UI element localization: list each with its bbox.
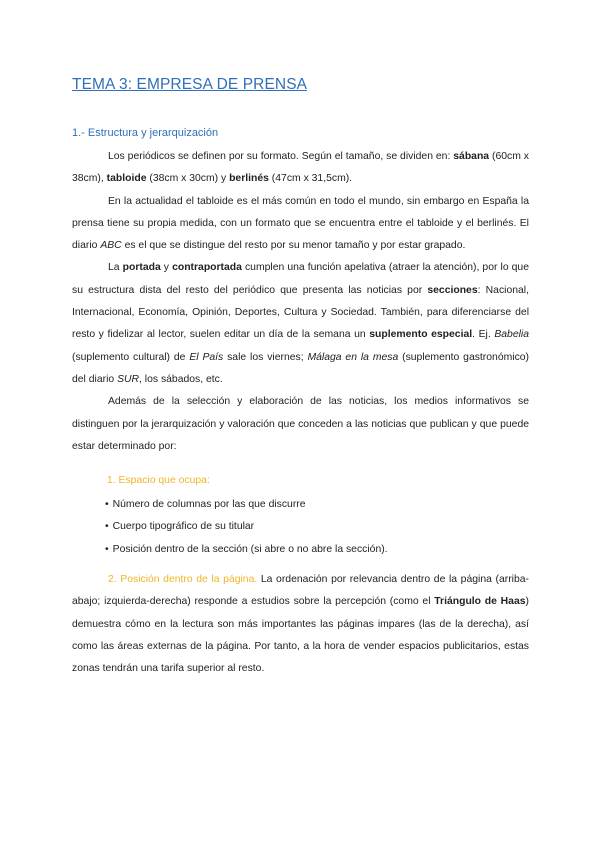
text-run: ) demuestra cómo en la lectura son más importantes las páginas impares (las de la derecha), así como las áreas externas de la página. Por tanto, a la hora de vender espacios publicitarios, estas zonas tendrán una tarifa superior al resto. xyxy=(72,596,529,675)
italic-abc: ABC xyxy=(100,240,122,252)
bold-term-contraportada: contraportada xyxy=(172,262,242,274)
bold-term-triangulo-de-haas: Triángulo de Haas xyxy=(434,596,526,608)
italic-malaga-en-la-mesa: Málaga en la mesa xyxy=(307,351,399,363)
text-run: (suplemento cultural) de xyxy=(72,351,190,363)
text-run: La ordenación por relevancia dentro de la página (arriba-abajo; izquierda-derecha) responde a estudios sobre la percepción (como el xyxy=(72,574,529,608)
paragraph-portada xyxy=(72,257,529,391)
text-run: (suplemento gastronómico) del diario xyxy=(72,351,529,385)
bold-term-berlines: berlinés xyxy=(229,173,269,185)
list-item xyxy=(105,539,388,561)
text-run: En la actualidad el tabloide es el más común en todo el mundo, sin embargo en España la prensa tiene su propia medida, con un formato que se encuentra entre el tabloide y el berlinés. El diario xyxy=(72,195,529,252)
bullet-icon: • xyxy=(105,499,109,510)
text-run: Los periódicos se definen por su formato. Según el tamaño, se dividen en: xyxy=(108,151,454,162)
text-run: es el que se distingue del resto por su menor tamaño y por estar grapado. xyxy=(121,240,466,252)
bold-term-secciones: secciones xyxy=(427,284,478,296)
bullet-icon: • xyxy=(105,521,109,533)
document-title: TEMA 3: EMPRESA DE PRENSA xyxy=(72,76,308,93)
bullet-list xyxy=(105,494,388,561)
text-run: La xyxy=(108,262,123,274)
italic-sur: SUR xyxy=(117,373,140,385)
body-text-block xyxy=(72,146,529,458)
paragraph-jerarquizacion: Además de la selección y elaboración de las noticias, los medios informativos se distinguen por la jerarquización y valoración que conceden a las noticias que publican y que puede estar determinado por: xyxy=(72,396,529,452)
text-run: (38cm x 30cm) y xyxy=(146,173,230,185)
bullet-icon: • xyxy=(105,543,109,555)
text-run: sale los viernes; xyxy=(223,351,308,363)
text-run: y xyxy=(160,262,173,274)
text-run: . Ej. xyxy=(472,329,495,341)
italic-el-pais: El País xyxy=(189,351,224,363)
paragraph-formats xyxy=(72,146,529,191)
text-run: , los sábados, etc. xyxy=(139,373,223,385)
list-item xyxy=(105,494,388,516)
italic-babelia: Babelia xyxy=(494,329,529,341)
body-text-block-2 xyxy=(72,569,529,680)
list-item-text: Número de columnas por las que discurre xyxy=(112,499,306,510)
text-run: : Nacional, Internacional, Economía, Opinión, Deportes, Cultura y Sociedad. También, para diferenciarse del resto y fidelizar al lector, suelen editar un día de la semana un xyxy=(72,284,529,341)
bold-term-portada: portada xyxy=(122,262,161,274)
paragraph-tabloid xyxy=(72,191,529,258)
text-run: cumplen una función apelativa (atraer la atención), por lo que su estructura dista del resto del periódico que presenta las noticias por xyxy=(72,262,529,296)
paragraph-posicion xyxy=(72,569,529,680)
bold-term-tabloide: tabloide xyxy=(106,173,147,185)
subheading-posicion: 2. Posición dentro de la página. xyxy=(108,574,258,585)
section-heading-structure: 1.- Estructura y jerarquización xyxy=(72,127,219,139)
subheading-espacio: 1. Espacio que ocupa: xyxy=(107,475,210,486)
list-item xyxy=(105,516,388,538)
list-item-text: Posición dentro de la sección (si abre o no abre la sección). xyxy=(112,543,388,555)
text-run: (60cm x 38cm), xyxy=(72,151,529,185)
bold-term-suplemento: suplemento especial xyxy=(369,329,473,341)
list-item-text: Cuerpo tipográfico de su titular xyxy=(112,521,255,533)
text-run: (47cm x 31,5cm). xyxy=(268,173,353,185)
bold-term-sabana: sábana xyxy=(453,151,490,162)
